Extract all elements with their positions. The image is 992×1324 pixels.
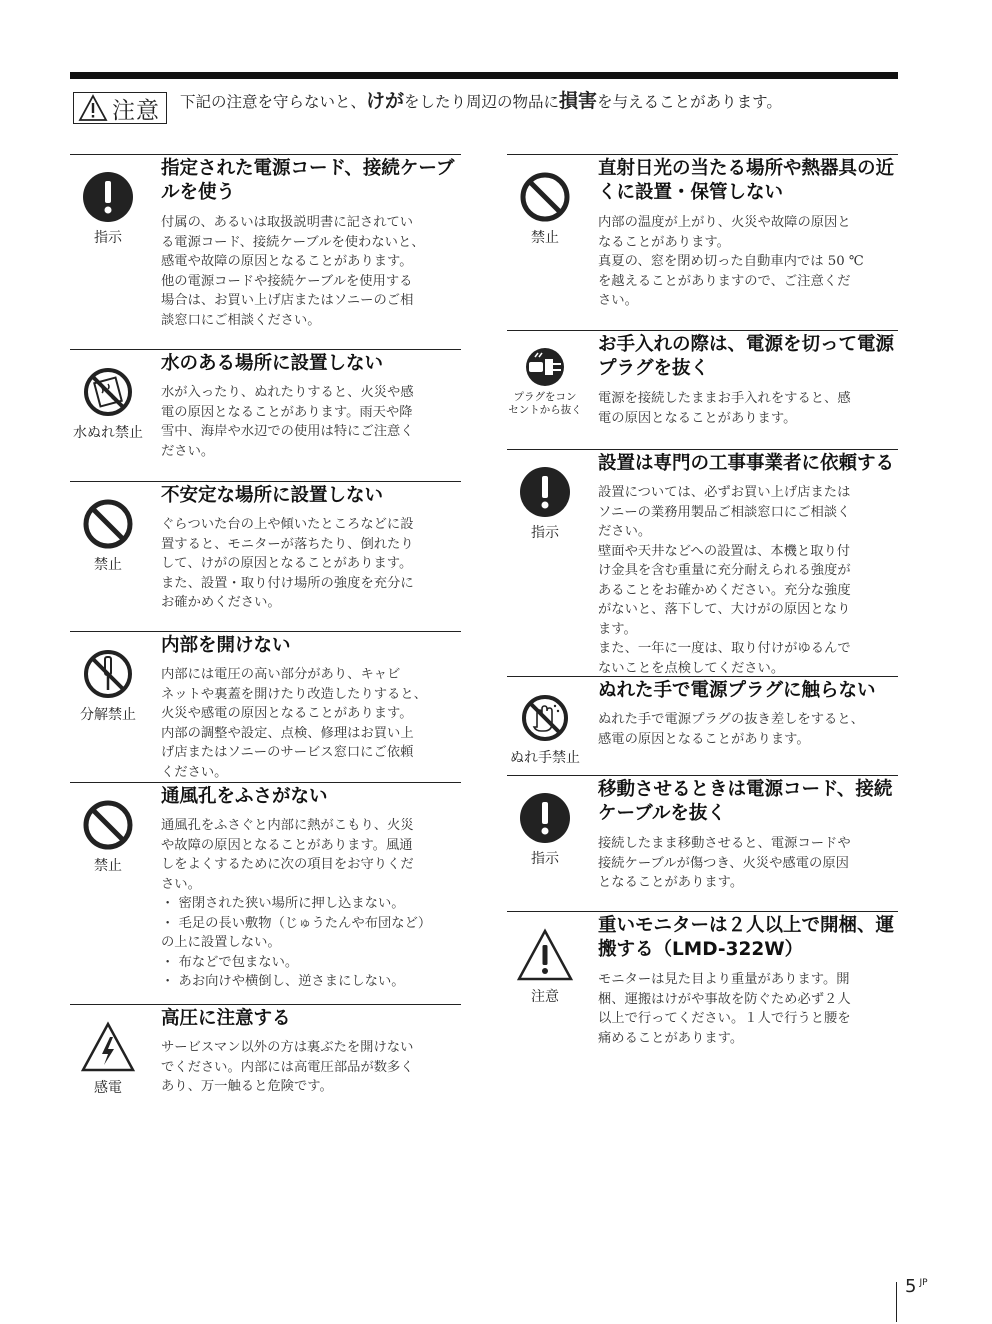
title-line: 直射日光の当たる場所や熱器具の近: [598, 158, 895, 179]
title-line: ぬれた手で電源プラグに触らない: [598, 680, 876, 701]
icon-column: [70, 648, 146, 724]
body-line: 感電の原因となることがあります。: [598, 731, 810, 747]
body-line: ださい。: [598, 524, 652, 539]
title-line: プラグを抜く: [598, 358, 710, 379]
body-line: 内部には電圧の高い部分があり、キャビ: [161, 667, 401, 682]
title-line: 移動させるときは電源コード、接続: [598, 779, 893, 800]
body-line: して、けがの原因となることがあります。: [161, 556, 413, 571]
electric-shock-icon: [70, 1021, 146, 1073]
caution-item: [70, 1004, 461, 1096]
icon-label: 禁止: [94, 858, 122, 874]
title-line: お手入れの際は、電源を切って電源: [598, 334, 895, 355]
title-line: くに設置・保管しない: [598, 182, 784, 203]
intro-text: 下記の注意を守らないと、けがをしたり周辺の物品に損害を与えることがあります。: [180, 90, 782, 112]
body-line: 置すると、モニターが落ちたり、倒れたり: [161, 536, 414, 552]
body-line: ないことを点検してください。: [598, 660, 785, 676]
icon-label: 注意: [531, 989, 559, 1005]
body-line: ソニーの業務用製品ご相談窓口にご相談く: [598, 504, 851, 520]
item-body: [161, 383, 414, 461]
title-line: ケーブルを抜く: [598, 803, 726, 824]
body-line: 通風孔をふさぐと内部に熱がこもり、火災: [161, 818, 414, 833]
title-line: 通風孔をふさがない: [161, 786, 328, 807]
title-line: 重いモニターは２人以上で開梱、運: [598, 915, 895, 936]
mandatory-icon: [70, 171, 146, 223]
body-line: また、一年に一度は、取り付けがゆるんで: [598, 641, 851, 656]
item-title: [161, 484, 383, 508]
caution-item: [507, 449, 898, 676]
title-line: 指定された電源コード、接続ケーブ: [161, 158, 455, 179]
body-line: 接続ケーブルが傷つき、火災や感電の原因: [598, 855, 849, 871]
caution-item: [70, 782, 461, 989]
title-line: 高圧に注意する: [161, 1008, 291, 1029]
body-line: 電源を接続したままお手入れをすると、感: [598, 391, 851, 406]
body-line: ます。: [598, 621, 637, 637]
caution-badge: [73, 92, 167, 124]
icon-column: [70, 498, 146, 574]
caution-label: 注意: [112, 97, 160, 124]
title-line: 設置は専門の工事事業者に依頼する: [598, 453, 895, 474]
icon-column: [507, 928, 583, 1006]
prohibited-icon: [70, 799, 146, 851]
body-line: ・ 布などで包まない。: [161, 954, 299, 970]
item-title: [598, 333, 894, 381]
body-line: ・ あお向けや横倒し、逆さまにしない。: [161, 974, 405, 989]
icon-label: 水ぬれ禁止: [73, 425, 143, 441]
caution-item: [507, 676, 898, 766]
page-rule: [896, 1282, 897, 1322]
item-title: [161, 352, 383, 376]
item-title: [598, 452, 894, 476]
body-line: ネットや裏蓋を開けたり改造したりすると、: [161, 686, 427, 702]
body-line: の上に設置しない。: [161, 935, 281, 950]
body-line: 感電や故障の原因となることがあります。: [161, 254, 413, 269]
item-title: [161, 157, 454, 205]
caution-item: [507, 154, 898, 308]
body-line: 内部の温度が上がり、火災や故障の原因と: [598, 215, 851, 230]
icon-label: 指示: [531, 525, 559, 541]
body-line: 火災や感電の原因となることがあります。: [161, 706, 413, 721]
body-line: 内部の調整や設定、点検、修理はお買い上: [161, 725, 414, 741]
body-line: 雪中、海岸や水辺での使用は特にご注意く: [161, 424, 414, 439]
body-line: さい。: [161, 876, 201, 892]
icon-column: [70, 171, 146, 247]
icon-column: [507, 347, 583, 417]
icon-column: [507, 466, 583, 542]
item-body: [598, 213, 864, 311]
icon-label: 感電: [94, 1080, 122, 1096]
item-body: [598, 483, 851, 678]
icon-column: [70, 799, 146, 875]
item-body: [161, 816, 431, 992]
body-line: 電の原因となることがあります。: [598, 410, 797, 426]
item-body: [161, 1038, 414, 1097]
body-line: サービスマン以外の方は裏ぶたを開けない: [161, 1040, 414, 1055]
caution-item: [70, 154, 461, 328]
item-title: [598, 679, 876, 703]
body-line: 電の原因となることがあります。雨天や降: [161, 404, 413, 420]
body-line: げ店またはソニーのサービス窓口にご依頼: [161, 745, 414, 760]
body-line: となることがあります。: [598, 875, 744, 890]
item-body: [598, 710, 864, 749]
body-line: ・ 毛足の長い敷物（じゅうたんや布団など）: [161, 915, 432, 931]
title-line: 搬する（LMD-322W）: [598, 939, 804, 960]
body-line: でください。内部には高電圧部品が数多く: [161, 1059, 414, 1075]
caution-triangle-icon: [507, 928, 583, 982]
body-line: なることがあります。: [598, 234, 730, 250]
body-line: しをよくするために次の項目をお守りくだ: [161, 857, 414, 872]
item-body: [161, 515, 414, 613]
body-line: ・ 密閉された狭い場所に押し込まない。: [161, 896, 405, 911]
caution-item: [70, 481, 461, 610]
item-body: [598, 970, 851, 1048]
body-line: また、設置・取り付け場所の強度を充分に: [161, 575, 414, 591]
body-line: 真夏の、窓を閉め切った自動車内では 50 ℃: [598, 254, 864, 269]
caution-item: [507, 330, 898, 426]
icon-label: 指示: [94, 230, 122, 246]
prohibited-icon: [507, 171, 583, 223]
item-body: [598, 834, 851, 893]
body-line: 痛めることがあります。: [598, 1030, 744, 1046]
body-line: ださい。: [161, 443, 215, 459]
body-line: がないと、落下して、大けがの原因となり: [598, 602, 851, 617]
warning-triangle-icon: [78, 94, 108, 122]
icon-label: ぬれ手禁止: [510, 750, 580, 766]
mandatory-icon: [507, 792, 583, 844]
item-title: [161, 785, 328, 809]
item-body: [161, 665, 427, 782]
icon-column: [507, 693, 583, 767]
icon-column: [507, 171, 583, 247]
caution-item: [507, 775, 898, 890]
body-line: ぬれた手で電源プラグの抜き差しをすると、: [598, 712, 864, 727]
body-line: 他の電源コードや接続ケーブルを使用する: [161, 273, 413, 289]
caution-item: [507, 911, 898, 1046]
body-line: 以上で行ってください。１人で行うと腰を: [598, 1011, 851, 1026]
body-line: あり、万一触ると危険です。: [161, 1079, 333, 1094]
body-line: ぐらついた台の上や傾いたところなどに設: [161, 517, 414, 532]
body-line: を越えることがありますので、ご注意くだ: [598, 273, 851, 289]
body-line: ください。: [161, 764, 228, 780]
prohibited-icon: [70, 498, 146, 550]
body-line: る電源コード、接続ケーブルを使わないと、: [161, 234, 425, 250]
body-line: や故障の原因となることがあります。風通: [161, 837, 413, 853]
page-number: 5 $^{JP}$: [905, 1276, 928, 1297]
body-line: お確かめください。: [161, 595, 281, 610]
title-line: 内部を開けない: [161, 635, 291, 656]
item-body: [598, 389, 851, 428]
body-line: 壁面や天井などへの設置は、本機と取り付: [598, 543, 851, 559]
body-line: さい。: [598, 293, 638, 308]
body-line: 梱、運搬はけがや事故を防ぐため必ず２人: [598, 991, 851, 1007]
item-title: [598, 778, 892, 826]
body-line: 談窓口にご相談ください。: [161, 312, 321, 328]
body-line: 接続したまま移動させると、電源コードや: [598, 836, 851, 851]
title-line: ルを使う: [161, 182, 236, 203]
body-line: モニターは見た目より重量があります。開: [598, 972, 850, 987]
top-rule: [70, 72, 898, 79]
icon-column: [507, 792, 583, 868]
title-line: 不安定な場所に設置しない: [161, 485, 384, 506]
no-water-icon: [70, 366, 146, 418]
caution-item: [70, 349, 461, 459]
icon-label: 禁止: [94, 557, 122, 573]
body-line: あることをお確かめください。充分な強度: [598, 582, 851, 598]
body-line: 場合は、お買い上げ店またはソニーのご相: [161, 293, 414, 308]
item-title: [598, 914, 894, 962]
item-body: [161, 213, 425, 330]
icon-label: 分解禁止: [80, 707, 136, 723]
unplug-icon: [507, 347, 583, 387]
icon-label: 指示: [531, 851, 559, 867]
icon-label: 禁止: [531, 230, 559, 246]
body-line: 付属の、あるいは取扱説明書に記されてい: [161, 215, 414, 230]
item-title: [161, 1007, 291, 1031]
title-line: 水のある場所に設置しない: [161, 353, 384, 374]
item-title: [161, 634, 291, 658]
body-line: 水が入ったり、ぬれたりすると、火災や感: [161, 385, 414, 400]
icon-column: [70, 1021, 146, 1097]
item-title: [598, 157, 894, 205]
mandatory-icon: [507, 466, 583, 518]
no-wet-hands-icon: [507, 693, 583, 743]
icon-label: プラグをコン セントから抜く: [508, 391, 582, 416]
body-line: 設置については、必ずお買い上げ店または: [598, 485, 851, 500]
no-disassembly-icon: [70, 648, 146, 700]
icon-column: [70, 366, 146, 442]
caution-item: [70, 631, 461, 780]
body-line: け金具を含む重量に充分耐えられる強度が: [598, 563, 851, 578]
